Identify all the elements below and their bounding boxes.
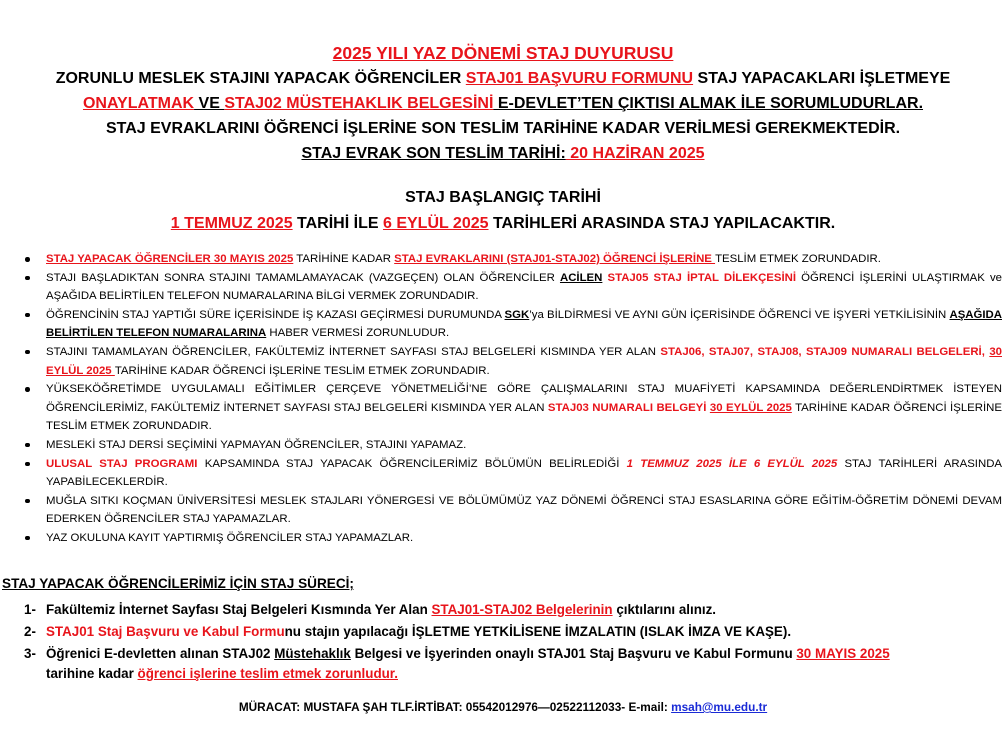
bullet-1-b: TARİHİNE KADAR [293, 253, 395, 265]
header-line-5 [0, 141, 1006, 166]
bullet-2-c: STAJ05 STAJ İPTAL DİLEKÇESİNİ [602, 271, 797, 284]
bullet-2-b: ACİLEN [559, 271, 603, 284]
step-number-3: 3- [24, 646, 36, 661]
header-line-3-d: E-DEVLET’TEN ÇIKTISI ALMAK İLE SORUMLUDURLAR. [493, 95, 924, 112]
step-3-e: tarihine kadar [46, 666, 138, 681]
bullet-4-a: STAJINI TAMAMLAYAN ÖĞRENCİLER, FAKÜLTEMİZ İNTERNET SAYFASI STAJ BELGELERİ KISMINDA YER ALAN [46, 345, 661, 358]
bullet-8: MUĞLA SITKI KOÇMAN ÜNİVERSİTESİ MESLEK STAJLARI YÖNERGESİ VE BÖLÜMÜMÜZ YAZ DÖNEMİ ÖĞRENCİ STAJ ESASLARINA GÖRE EĞİTİM-ÖĞRETİM DÖNEMİ DEVAM EDERKEN ÖĞRENCİLER STAJ YAPAMAZLAR. [46, 494, 1002, 526]
bullet-5-c: 30 EYLÜL 2025 [709, 401, 792, 414]
bullet-2-d: ÖĞRENCİ İŞLERİNİ ULAŞTIRMAK ve AŞAĞIDA BELİRTİLEN TELEFON NUMARALARINA BİLGİ VERMEK ZORUNDADIR. [46, 271, 1002, 303]
announcement-header [0, 40, 1006, 166]
bullet-1-a: STAJ YAPACAK ÖĞRENCİLER 30 MAYIS 2025 [46, 253, 294, 265]
bullet-7-d: STAJ TARİHLERİ ARASINDA YAPABİLECEKLERDİR. [46, 457, 1003, 489]
bullet-4-d: TARİHİNE KADAR ÖĞRENCİ İŞLERİNE TESLİM ETMEK ZORUNDADIR. [114, 364, 490, 377]
start-date-2-day: 6 [382, 215, 392, 232]
list-item [24, 644, 1004, 684]
step-3-c: Belgesi ve İşyerinden onaylı STAJ01 Staj Başvuru ve Kabul Formunu [350, 646, 797, 661]
bullet-7-c: 1 TEMMUZ 2025 İLE 6 EYLÜL 2025 [626, 457, 838, 470]
bullet-3-a: ÖĞRENCİNİN STAJ YAPTIĞI SÜRE İÇERİSİNDE İŞ KAZASI GEÇİRMESİ DURUMUNDA [46, 308, 505, 321]
header-line-2-b: STAJ01 BAŞVURU FORMUNU [465, 70, 694, 87]
start-date-2-month: EYLÜL 2025 [391, 215, 489, 232]
list-item [24, 600, 1004, 620]
process-title: STAJ YAPACAK ÖĞRENCİLERİMİZ İÇİN STAJ SÜRECİ; [2, 576, 354, 591]
start-date-mid-1: TARİHİ İLE [292, 215, 383, 232]
header-line-2 [0, 66, 1006, 91]
step-number-2: 2- [24, 624, 36, 639]
bullet-3-e: HABER VERMESİ ZORUNLUDUR. [266, 327, 450, 340]
start-date-label: STAJ BAŞLANGIÇ TARİHİ [405, 189, 601, 206]
bullet-1-d: TESLİM ETMEK ZORUNDADIR. [715, 253, 881, 265]
bullet-4-b: STAJ06, STAJ07, STAJ08, STAJ09 NUMARALI BELGELERİ, [660, 345, 990, 358]
header-line-3 [0, 91, 1006, 116]
step-3-f: öğrenci işlerine teslim etmek zorunludur. [137, 666, 398, 681]
list-item [24, 250, 1002, 269]
step-3-d: 30 MAYIS 2025 [796, 646, 890, 661]
internship-start-section [0, 185, 1006, 237]
bullet-5-d: TARİHİNE KADAR ÖĞRENCİ İŞLERİNE TESLİM ETMEK ZORUNDADIR. [46, 401, 1002, 433]
header-line-4: STAJ EVRAKLARINI ÖĞRENCİ İŞLERİNE SON TESLİM TARİHİNE KADAR VERİLMESİ GEREKMEKTEDİR. [105, 120, 901, 137]
bullet-4-c: 30 EYLÜL 2025 [46, 345, 1002, 377]
bullet-9: YAZ OKULUNA KAYIT YAPTIRMIŞ ÖĞRENCİLER STAJ YAPAMAZLAR. [46, 531, 414, 544]
bullet-6: MESLEKİ STAJ DERSİ SEÇİMİNİ YAPMAYAN ÖĞRENCİLER, STAJINI YAPAMAZ. [46, 438, 467, 451]
header-line-3-c: STAJ02 MÜSTEHAKLIK BELGESİNİ [224, 95, 494, 112]
list-item [24, 436, 1002, 455]
bullet-7-b: KAPSAMINDA STAJ YAPACAK ÖĞRENCİLERİMİZ BÖLÜMÜN BELİRLEDİĞİ [197, 457, 627, 470]
bullet-2-a: STAJI BAŞLADIKTAN SONRA STAJINI TAMAMLAMAYACAK (VAZGEÇEN) OLAN ÖĞRENCİLER [46, 271, 560, 284]
step-3-a: Öğrenici E-devletten alınan STAJ02 [46, 646, 275, 661]
contact-line [0, 700, 1006, 714]
bullet-5-b: STAJ03 NUMARALI BELGEYİ [547, 401, 710, 414]
bullet-7-a: ULUSAL STAJ PROGRAMI [46, 457, 198, 470]
bullet-3-c: ’ya BİLDİRMESİ VE AYNI GÜN İÇERİSİNDE ÖĞRENCİ VE İŞYERİ YETKİLİSİNİN [529, 308, 950, 321]
step-3-b: Müstehaklık [274, 646, 351, 661]
bullet-3-b: SGK [504, 308, 530, 321]
list-item [24, 380, 1002, 436]
step-1-a: Fakültemiz İnternet Sayfası Staj Belgeleri Kısmında Yer Alan [46, 602, 432, 617]
step-1-c: çıktılarını alınız. [612, 602, 717, 617]
step-number-1: 1- [24, 602, 36, 617]
email-link[interactable]: msah@mu.edu.tr [671, 700, 768, 714]
start-date-line [0, 211, 1006, 237]
list-item [24, 492, 1002, 529]
bullet-1-c: STAJ EVRAKLARINI (STAJ01-STAJ02) ÖĞRENCİ İŞLERİNE [394, 253, 716, 265]
header-line-2-a: ZORUNLU MESLEK STAJINI YAPACAK ÖĞRENCİLER [55, 70, 466, 87]
header-line-3-a: ONAYLATMAK [82, 95, 195, 112]
step-2-b: nu stajın yapılacağı İŞLETME YETKİLİSENE İMZALATIN (ISLAK İMZA VE KAŞE). [284, 624, 792, 639]
start-date-1: 1 TEMMUZ 2025 [170, 215, 293, 232]
header-line-2-c: STAJ YAPACAKLARI İŞLETMEYE [693, 70, 951, 87]
list-item [24, 306, 1002, 343]
bullet-3-d: AŞAĞIDA BELİRTİLEN TELEFON NUMARALARINA [46, 308, 1002, 340]
header-line-3-b: VE [194, 95, 225, 112]
list-item [24, 529, 1002, 548]
rules-list [24, 250, 1002, 548]
bullet-5-a: YÜKSEKÖĞRETİMDE UYGULAMALI EĞİTİMLER ÇERÇEVE YÖNETMELİĞİ’NE GÖRE ÇALIŞMALARINI STAJ MUAFİYETİ KAPSAMINDA DEĞERLENDİRTMEK İSTEYEN ÖĞRENCİLERİMİZ, FAKÜLTEMİZ İNTERNET SAYFASI STAJ BELGELERİ KISMINDA YER ALAN [46, 383, 1002, 414]
list-item [24, 343, 1002, 380]
deadline-label: STAJ EVRAK SON TESLİM TARİHİ: [301, 145, 566, 162]
list-item [24, 622, 1004, 642]
step-2-a: STAJ01 Staj Başvuru ve Kabul Formu [46, 624, 285, 639]
process-steps [24, 600, 1004, 686]
step-1-b: STAJ01-STAJ02 Belgelerinin [431, 602, 613, 617]
list-item [24, 269, 1002, 306]
start-date-mid-2: TARİHLERİ ARASINDA STAJ YAPILACAKTIR. [488, 215, 836, 232]
deadline-date: 20 HAZİRAN 2025 [565, 145, 705, 162]
announcement-title: 2025 YILI YAZ DÖNEMİ STAJ DUYURUSU [332, 43, 674, 63]
contact-text: MÜRACAT: MUSTAFA ŞAH TLF.İRTİBAT: 05542012976—02522112033- E-mail: [238, 700, 672, 714]
list-item [24, 455, 1002, 492]
